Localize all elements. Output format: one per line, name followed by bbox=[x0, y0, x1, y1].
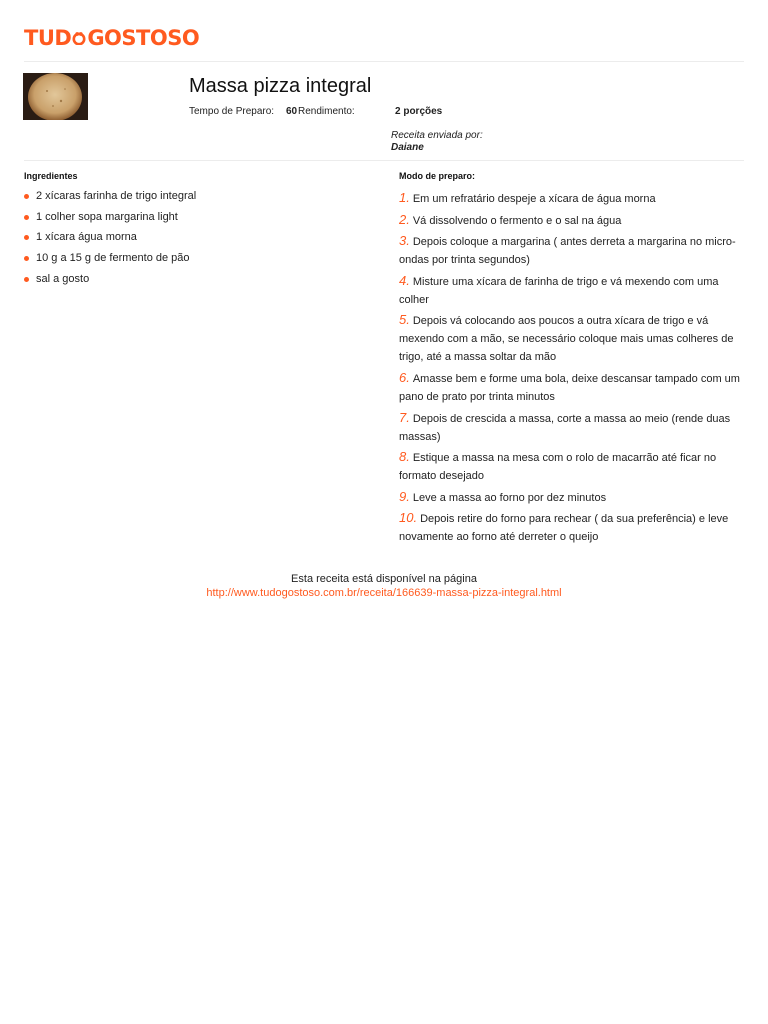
source-link[interactable]: http://www.tudogostoso.com.br/receita/166639-massa-pizza-integral.html bbox=[206, 587, 562, 599]
step-text: Depois retire do forno para rechear ( da sua preferência) e leve novamente ao forno até derreter o queijo bbox=[399, 513, 729, 544]
recipe-thumbnail bbox=[23, 73, 88, 120]
yield-label: Rendimento: bbox=[298, 106, 355, 117]
ingredient-item bbox=[24, 230, 364, 244]
step-number: 6. bbox=[399, 369, 410, 385]
step-number: 5. bbox=[399, 312, 410, 328]
ingredient-text: 1 xícara água morna bbox=[36, 231, 137, 244]
bullet-icon bbox=[24, 256, 29, 261]
step-text: Depois coloque a margarina ( antes derreta a margarina no micro-ondas por trinta segundos) bbox=[399, 236, 736, 267]
step-text: Depois vá colocando aos poucos a outra xícara de trigo e vá mexendo com a mão, se necessário coloque mais umas colheres de trigo, até a massa soltar da mão bbox=[399, 315, 734, 364]
bullet-icon bbox=[24, 215, 29, 220]
yield-value: 2 porções bbox=[395, 106, 443, 117]
header-divider bbox=[24, 61, 744, 62]
bullet-icon bbox=[24, 194, 29, 199]
step-item bbox=[399, 311, 744, 366]
step-number: 3. bbox=[399, 233, 410, 249]
content-divider bbox=[24, 160, 744, 161]
step-item bbox=[399, 448, 744, 485]
source-footer bbox=[0, 572, 768, 600]
method-title: Modo de preparo: bbox=[399, 171, 475, 181]
ingredient-text: sal a gosto bbox=[36, 272, 90, 285]
step-item bbox=[399, 211, 744, 230]
bullet-icon bbox=[24, 235, 29, 240]
ingredient-text: 10 g a 15 g de fermento de pão bbox=[36, 252, 190, 265]
step-item bbox=[399, 488, 744, 507]
ingredient-item bbox=[24, 251, 364, 265]
chef-hat-o-icon bbox=[72, 31, 86, 45]
sent-by-name: Daiane bbox=[391, 142, 424, 153]
sent-by-label: Receita enviada por: bbox=[391, 130, 483, 141]
site-logo[interactable] bbox=[24, 24, 199, 52]
step-number: 2. bbox=[399, 211, 410, 227]
step-item bbox=[399, 232, 744, 269]
ingredients-title: Ingredientes bbox=[24, 171, 78, 181]
step-number: 4. bbox=[399, 272, 410, 288]
sent-by bbox=[391, 130, 483, 154]
prep-time-label: Tempo de Preparo: bbox=[189, 106, 275, 117]
ingredient-item bbox=[24, 210, 364, 224]
recipe-title: Massa pizza integral bbox=[189, 75, 372, 97]
ingredients-list bbox=[24, 189, 364, 292]
bullet-icon bbox=[24, 277, 29, 282]
step-number: 1. bbox=[399, 190, 410, 205]
step-text: Em um refratário despeje a xícara de água morna bbox=[412, 193, 656, 205]
step-number: 8. bbox=[399, 449, 410, 465]
step-text: Misture uma xícara de farinha de trigo e vá mexendo com uma colher bbox=[399, 275, 719, 306]
pizza-dough-photo bbox=[23, 73, 88, 120]
step-text: Estique a massa na mesa com o rolo de macarrão até ficar no formato desejado bbox=[399, 452, 717, 483]
step-item bbox=[399, 369, 744, 406]
step-item bbox=[399, 509, 744, 546]
step-item bbox=[399, 272, 744, 309]
ingredient-text: 1 colher sopa margarina light bbox=[36, 210, 178, 223]
ingredient-text: 2 xícaras farinha de trigo integral bbox=[36, 190, 197, 202]
source-text: Esta receita está disponível na página bbox=[291, 573, 477, 585]
method-steps bbox=[399, 189, 744, 549]
step-number: 9. bbox=[399, 488, 410, 504]
step-number: 7. bbox=[399, 409, 410, 425]
step-item bbox=[399, 409, 744, 446]
step-number: 10. bbox=[399, 510, 418, 526]
step-text: Vá dissolvendo o fermento e o sal na água bbox=[412, 214, 622, 227]
step-text: Leve a massa ao forno por dez minutos bbox=[412, 491, 607, 504]
logo-text-left: TUD bbox=[24, 26, 72, 50]
step-item bbox=[399, 189, 744, 208]
step-text: Depois de crescida a massa, corte a massa ao meio (rende duas massas) bbox=[399, 412, 731, 443]
ingredient-item bbox=[24, 272, 364, 286]
step-text: Amasse bem e forme uma bola, deixe descansar tampado com um pano de prato por trinta minutos bbox=[399, 372, 740, 403]
prep-time-value: 60 bbox=[286, 106, 298, 117]
logo-text-right: GOSTOSO bbox=[87, 26, 200, 50]
ingredient-item bbox=[24, 189, 364, 203]
